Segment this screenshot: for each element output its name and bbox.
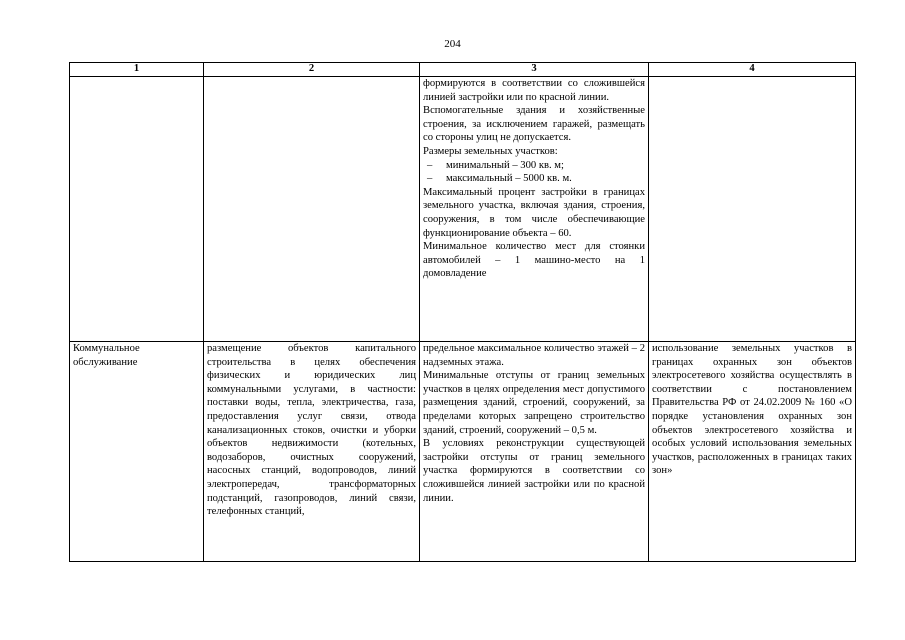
- dash-marker: –: [427, 159, 433, 171]
- row1-col1-cell: [70, 77, 204, 342]
- header-col-4: 4: [649, 63, 856, 77]
- row2-col1-cell: Коммунальное обслуживание: [70, 342, 204, 562]
- table-row: [70, 77, 856, 342]
- header-col-1: 1: [70, 63, 204, 77]
- row1-col2-cell: [204, 77, 420, 342]
- row1-col3-para1: формируются в соответствии со сложившейся линией застройки или по красной линии.: [423, 78, 645, 103]
- row2-col4-cell: [649, 342, 856, 562]
- row1-col3-para2: Вспомогательные здания и хозяйственные строения, за исключением гаражей, размещать со стороны улиц не допускается.: [423, 105, 645, 144]
- page-number: 204: [444, 38, 461, 50]
- row2-col3-para1: предельное максимальное количество этажей – 2 надземных этажа.: [423, 343, 645, 368]
- row2-col2-cell: [204, 342, 420, 562]
- row1-col4-cell: [649, 77, 856, 342]
- row1-col3-para4: Максимальный процент застройки в границах земельного участка, включая здания, строения, сооружения, в том числе обеспечивающие функционирование объекта – 60.: [423, 186, 645, 239]
- row1-col3-cell: [420, 77, 649, 342]
- row2-col3-para2: Минимальные отступы от границ земельных участков в целях определения мест допустимого размещения зданий, строений, сооружений, за пределами которых запрещено строительство зданий, строений, сооружений – 0,5 м.: [423, 370, 645, 436]
- list-item-text: максимальный – 5000 кв. м.: [446, 173, 572, 185]
- header-row: [70, 63, 856, 77]
- row2-col3-para3: В условиях реконструкции существующей застройки отступы от границ земельного участка формируются в соответствии со сложившейся линией застройки или по красной линии.: [423, 438, 645, 504]
- row1-col3-para5: Минимальное количество мест для стоянки автомобилей – 1 машино-место на 1 домовладение: [423, 241, 645, 280]
- row2-col2-text: размещение объектов капитального строительства в целях обеспечения физических и юридических лиц коммунальными услугами, в частности: поставки воды, тепла, электричества, газа, предоставления услуг связи, отвода канализационных стоков, очистки и уборки объектов недвижимости (котельных, водозаборов, очистных сооружений, насосных станций, водопроводов, линий электропередач, трансформаторных подстанций, газопроводов, линий связи, телефонных станций,: [207, 343, 416, 518]
- list-item: [423, 159, 645, 173]
- row2-col4-text: использование земельных участков в границах охранных зон объектов электросетевого хозяйства осуществлять в соответствии с постановлением Правительства РФ от 24.02.2009 № 160 «О порядке установления охранных зон объектов электросетевого хозяйства и особых условий использования земельных участков, расположенных в границах таких зон»: [652, 343, 852, 477]
- zoning-table: [69, 62, 856, 562]
- list-item-text: минимальный – 300 кв. м;: [446, 159, 564, 171]
- table-row: [70, 342, 856, 562]
- row2-col3-cell: [420, 342, 649, 562]
- header-col-3: 3: [420, 63, 649, 77]
- row1-col3-para3: Размеры земельных участков:: [423, 145, 558, 157]
- header-col-2: 2: [204, 63, 420, 77]
- table-header: [70, 63, 856, 77]
- list-item: [423, 172, 645, 186]
- dash-marker: –: [427, 173, 433, 185]
